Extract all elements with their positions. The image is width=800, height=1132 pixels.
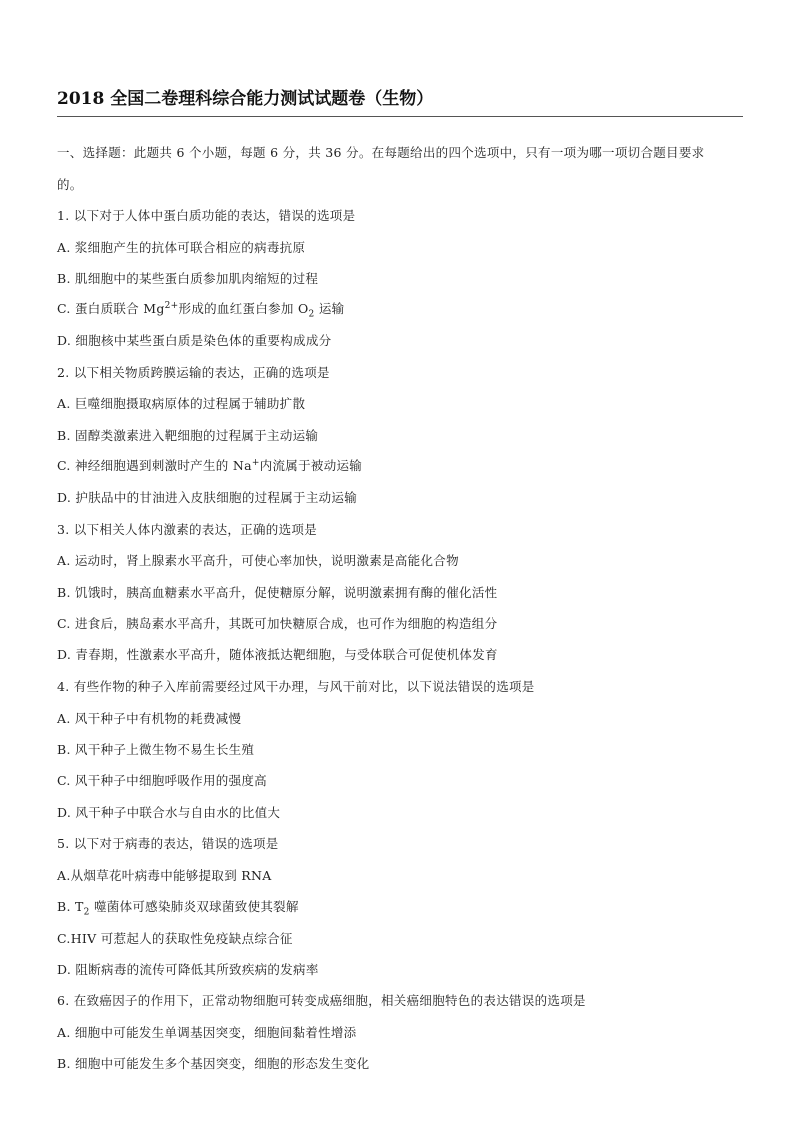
question-2-option-c (57, 456, 362, 474)
question-1-option-a: A. 浆细胞产生的抗体可联合相应的病毒抗原 (57, 240, 306, 255)
option-c-text-1: C. 蛋白质联合 Mg (57, 301, 165, 316)
question-5-option-c: C.HIV 可惹起人的获取性免疫缺点综合征 (57, 931, 293, 946)
question-2-option-b: B. 固醇类激素进入靶细胞的过程属于主动运输 (57, 428, 319, 443)
question-2-option-d: D. 护肤品中的甘油进入皮肤细胞的过程属于主动运输 (57, 490, 358, 505)
question-6-option-b: B. 细胞中可能发生多个基因突变，细胞的形态发生变化 (57, 1056, 370, 1071)
question-5-stem: 5. 以下对于病毒的表达，错误的选项是 (57, 836, 279, 851)
question-6-stem: 6. 在致癌因子的作用下，正常动物细胞可转变成癌细胞，相关癌细胞特色的表达错误的选项是 (57, 993, 586, 1008)
question-4-option-d: D. 风干种子中联合水与自由水的比值大 (57, 805, 281, 820)
section-intro-line-2: 的。 (57, 177, 83, 192)
question-6-option-a: A. 细胞中可能发生单调基因突变，细胞间黏着性增添 (57, 1025, 357, 1040)
option-b-text-1: B. T (57, 899, 84, 914)
title-divider (57, 116, 743, 117)
section-intro-line-1: 一、选择题：此题共 6 个小题，每题 6 分，共 36 分。在每题给出的四个选项中，只有一项为哪一项切合题目要求 (57, 145, 705, 160)
option-c-text-2: 形成的血红蛋白参加 O (178, 301, 309, 316)
subscript: 2 (83, 907, 90, 918)
option-c-text-2: 内流属于被动运输 (259, 458, 363, 473)
question-3-option-a: A. 运动时，肾上腺素水平高升，可使心率加快，说明激素是高能化合物 (57, 553, 459, 568)
question-3-option-d: D. 青春期，性激素水平高升，随体液抵达靶细胞，与受体联合可促使机体发育 (57, 647, 498, 662)
question-1-stem: 1. 以下对于人体中蛋白质功能的表达，错误的选项是 (57, 208, 356, 223)
question-4-option-b: B. 风干种子上微生物不易生长生殖 (57, 742, 255, 757)
question-4-option-c: C. 风干种子中细胞呼吸作用的强度高 (57, 773, 267, 788)
question-3-option-b: B. 饥饿时，胰高血糖素水平高升，促使糖原分解，说明激素拥有酶的催化活性 (57, 585, 498, 600)
option-b-text-2: 噬菌体可感染肺炎双球菌致使其裂解 (89, 899, 299, 914)
superscript: 2+ (164, 300, 179, 311)
question-4-option-a: A. 风干种子中有机物的耗费减慢 (57, 711, 242, 726)
question-2-option-a: A. 巨噬细胞摄取病原体的过程属于辅助扩散 (57, 396, 306, 411)
question-1-option-b: B. 肌细胞中的某些蛋白质参加肌肉缩短的过程 (57, 271, 319, 286)
question-2-stem: 2. 以下相关物质跨膜运输的表达，正确的选项是 (57, 365, 330, 380)
question-3-stem: 3. 以下相关人体内激素的表达，正确的选项是 (57, 522, 318, 537)
option-c-text-1: C. 神经细胞遇到刺激时产生的 Na (57, 458, 252, 473)
superscript: + (251, 457, 260, 468)
question-5-option-d: D. 阻断病毒的流传可降低其所致疾病的发病率 (57, 962, 319, 977)
option-c-text-3: 运输 (314, 301, 345, 316)
question-1-option-c (57, 299, 345, 320)
page-title: 2018 全国二卷理科综合能力测试试题卷（生物） (57, 89, 434, 109)
question-3-option-c: C. 进食后，胰岛素水平高升，其既可加快糖原合成，也可作为细胞的构造组分 (57, 616, 498, 631)
question-5-option-b (57, 897, 299, 918)
question-5-option-a: A.从烟草花叶病毒中能够提取到 RNA (57, 868, 272, 883)
question-1-option-d: D. 细胞核中某些蛋白质是染色体的重要构成成分 (57, 333, 332, 348)
question-4-stem: 4. 有些作物的种子入库前需要经过风干办理，与风干前对比，以下说法错误的选项是 (57, 679, 535, 694)
subscript: 2 (308, 309, 315, 320)
